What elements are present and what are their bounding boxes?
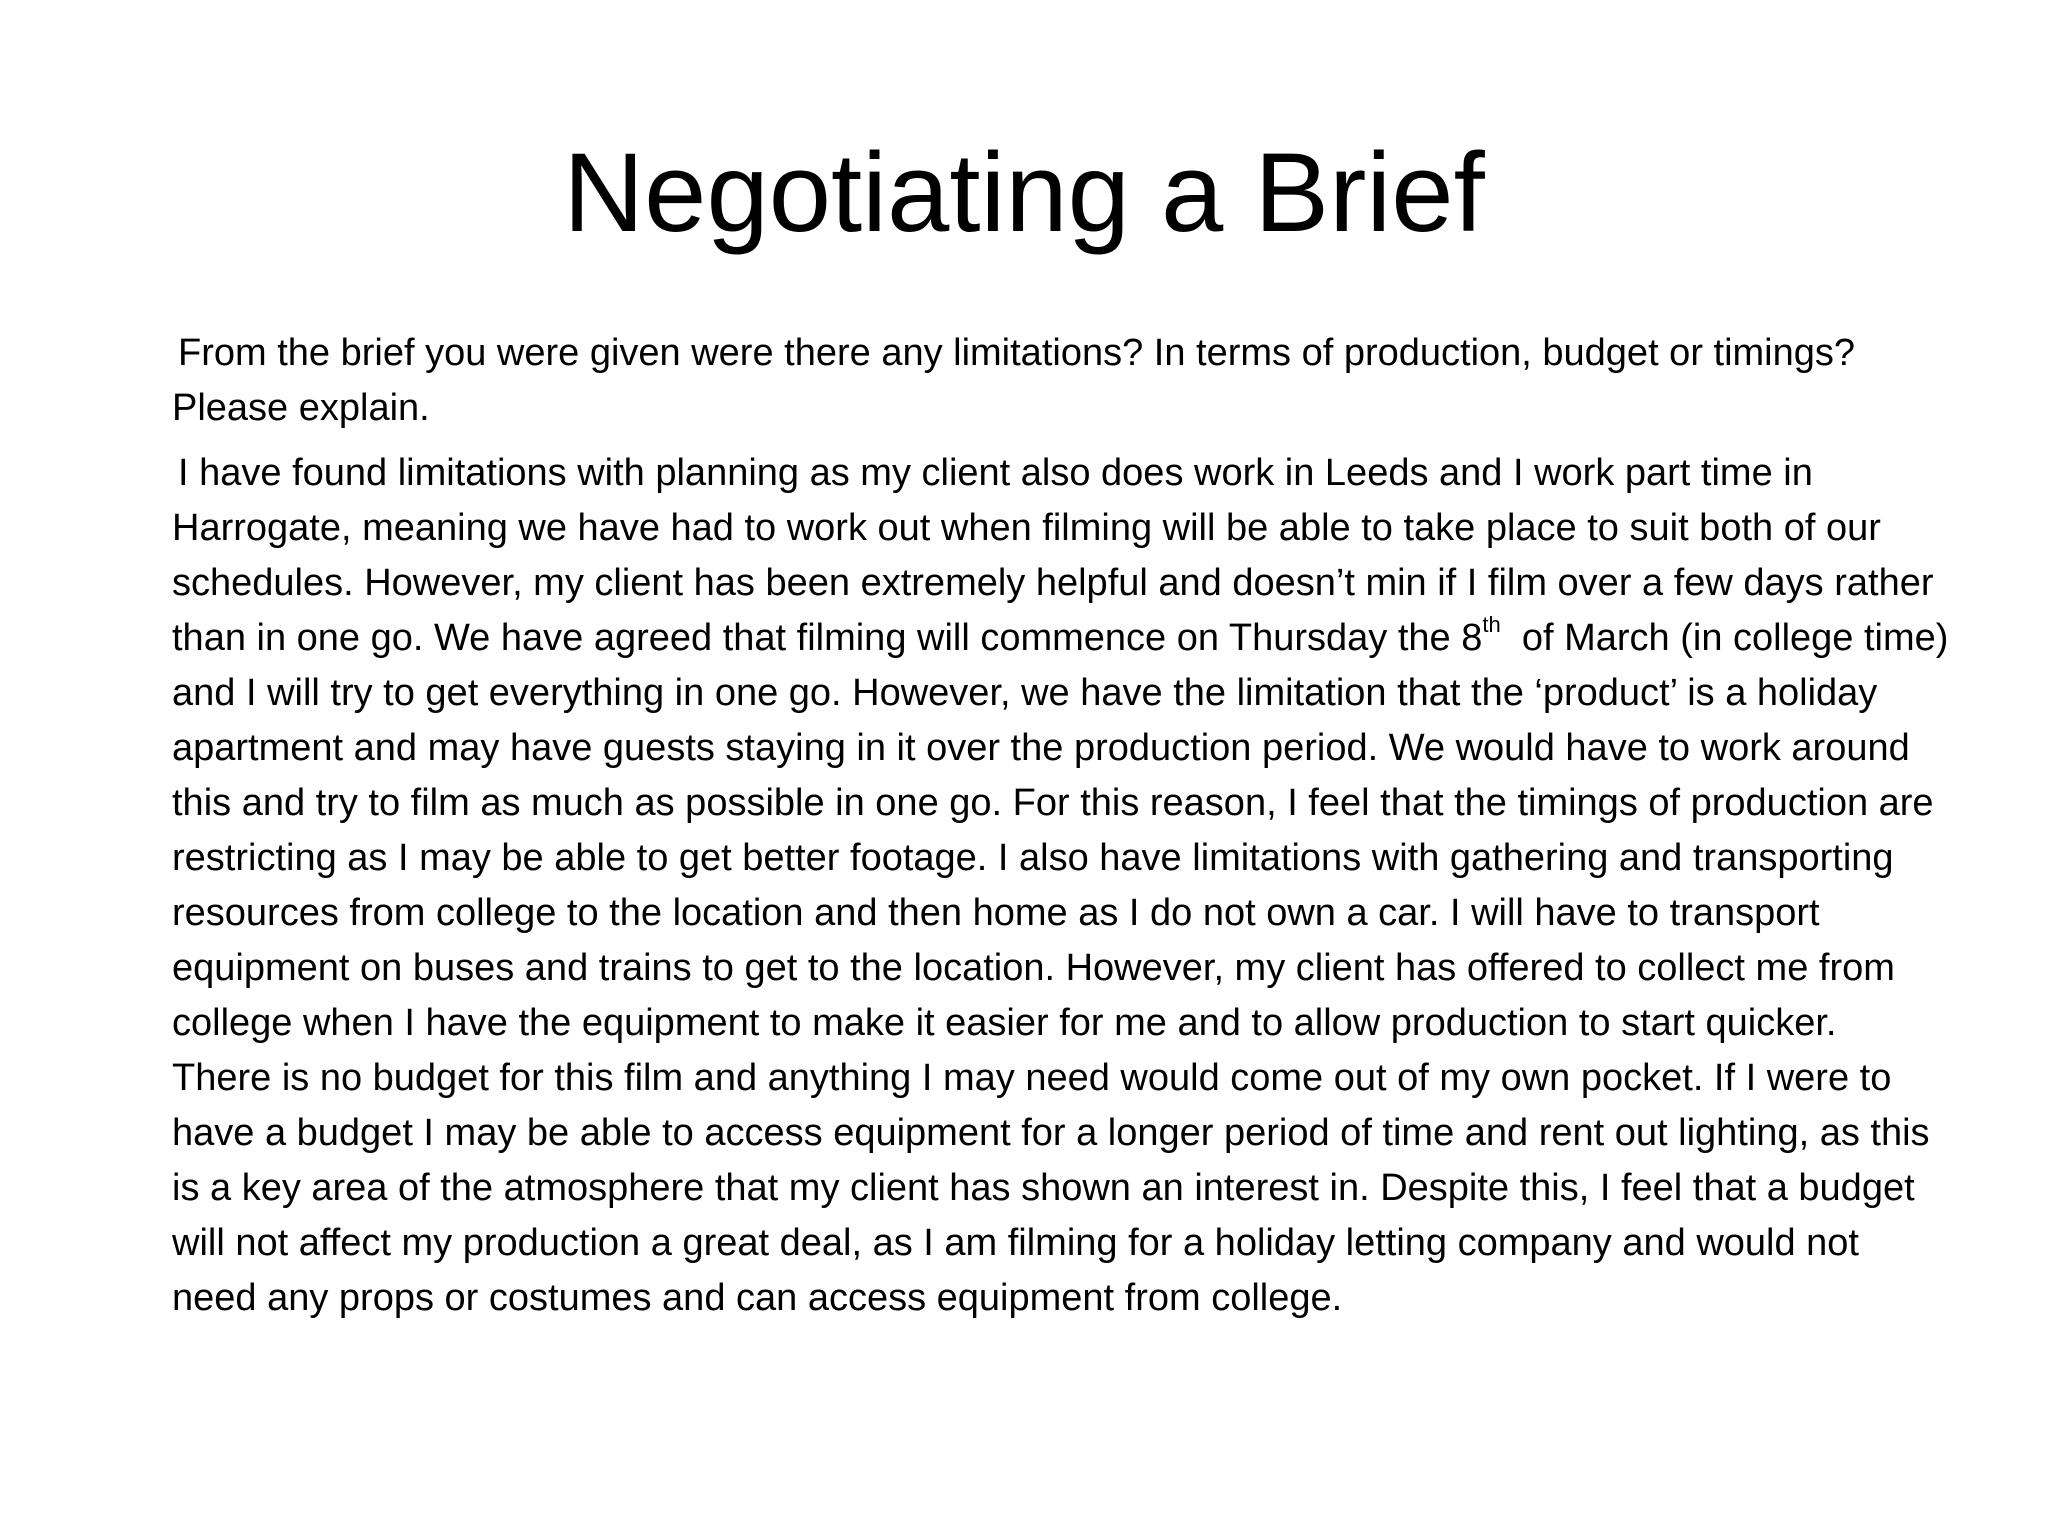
answer-paragraph — [172, 446, 1959, 1326]
answer-text-part1: I have found limitations with planning as my client also does work in Leeds and I work part time in Harrogate, meaning we have had to work out when filming will be able to take place to suit both of our schedules. However, my client has been extremely helpful and doesn’t min if I film over a few days rather than in one go. We have agreed that filming will commence on Thursday the 8 — [172, 452, 1934, 659]
ordinal-suffix: th — [1482, 612, 1501, 638]
answer-text-part2: of March (in college time) and I will try to get everything in one go. However, we have the limitation that the ‘product’ is a holiday apartment and may have guests staying in it over the production period. We would have to work around this and try to film as much as possible in one go. For this reason, I feel that the timings of production are restricting as I may be able to get better footage. I also have limitations with gathering and transporting resources from college to the location and then home as I do not own a car. I will have to transport equipment on buses and trains to get to the location. However, my client has offered to collect me from college when I have the equipment to make it easier for me and to allow production to start quicker. There is no budget for this film and anything I may need would come out of my own pocket. If I were to have a budget I may be able to access equipment for a longer period of time and rent out lighting, as this is a key area of the atmosphere that my client has shown an interest in. Despite this, I feel that a budget will not affect my production a great deal, as I am filming for a holiday letting company and would not need any props or costumes and can access equipment from college. — [172, 617, 1959, 1319]
question-paragraph: From the brief you were given were there any limitations? In terms of production, budget or timings? Please explain. — [172, 332, 1856, 429]
slide-title: Negotiating a Brief — [563, 130, 1485, 255]
slide-body — [172, 326, 1959, 1336]
